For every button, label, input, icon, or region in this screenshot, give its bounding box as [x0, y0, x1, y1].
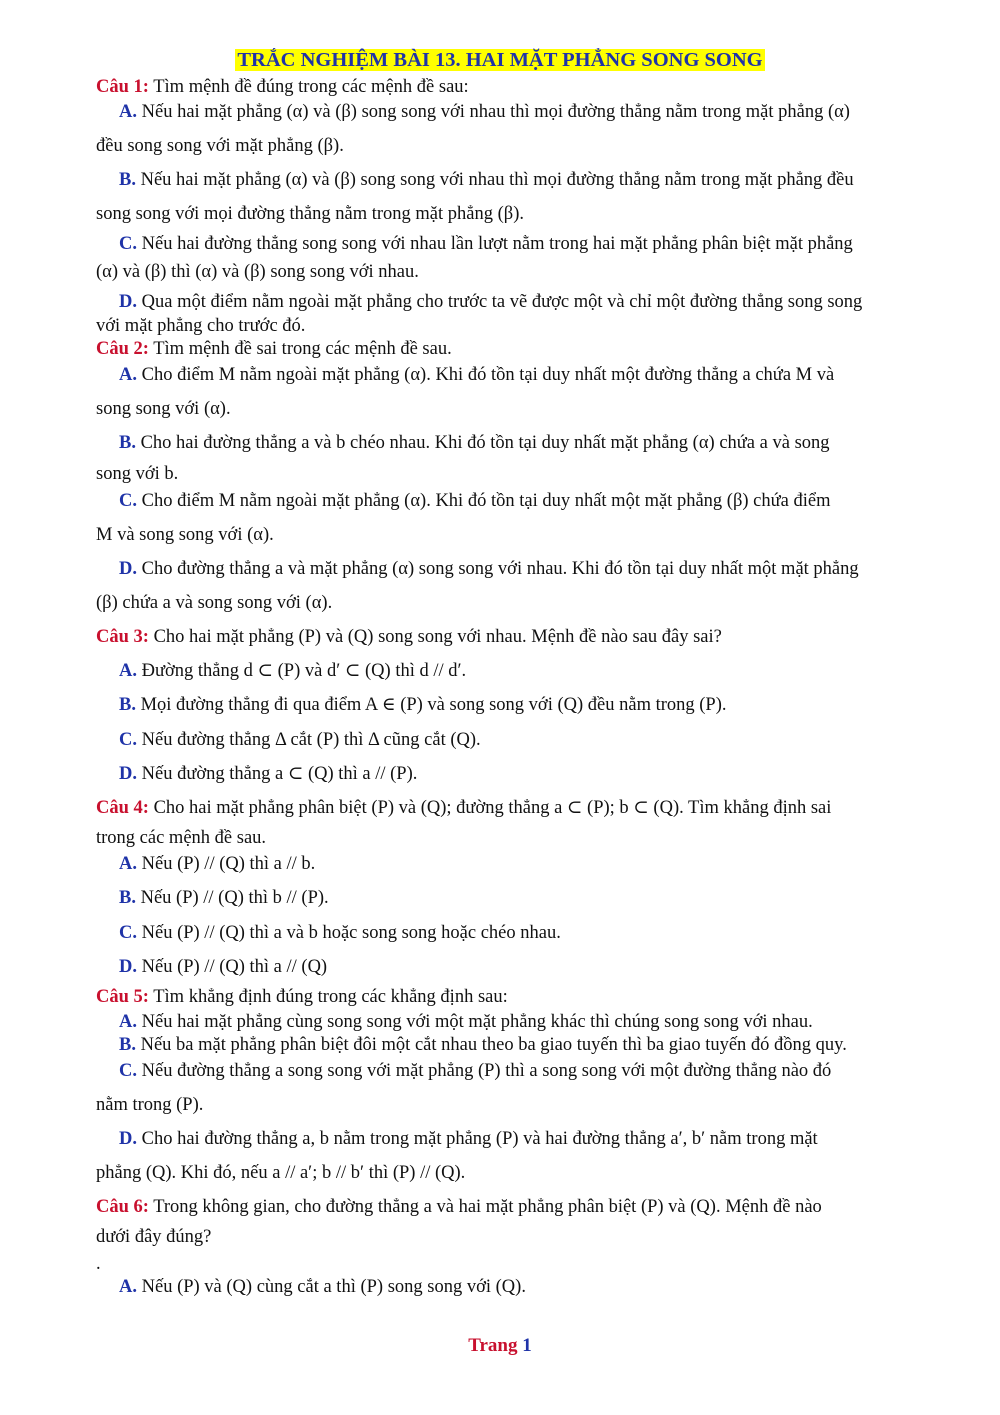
- option-label: C.: [119, 923, 137, 943]
- option-line: [119, 489, 830, 513]
- line-text: Cho đường thẳng a và mặt phẳng (α) song song với nhau. Khi đó tồn tại duy nhất một mặt phẳng: [141, 559, 859, 579]
- page-title: [0, 47, 1000, 73]
- option-line: [119, 886, 329, 910]
- text-line: [96, 134, 344, 158]
- text-line: [96, 1161, 465, 1185]
- line-text: Cho hai đường thẳng a và b chéo nhau. Khi đó tồn tại duy nhất mặt phẳng (α) chứa a và song: [140, 433, 830, 453]
- option-label: D.: [119, 764, 137, 784]
- footer-page-number: 1: [522, 1335, 532, 1356]
- line-text: (β) chứa a và song song với (α).: [96, 593, 333, 613]
- text-line: [96, 397, 231, 421]
- line-text: .: [96, 1254, 101, 1274]
- option-line: [119, 1010, 813, 1034]
- line-text: Tìm mệnh đề sai trong các mệnh đề sau.: [153, 339, 452, 359]
- text-line: [96, 523, 274, 547]
- line-text: trong các mệnh đề sau.: [96, 828, 267, 848]
- line-text: phẳng (Q). Khi đó, nếu a // a′; b // b′ thì (P) // (Q).: [96, 1163, 466, 1183]
- text-line: [96, 1252, 101, 1276]
- option-label: D.: [119, 1129, 137, 1149]
- option-line: [119, 100, 850, 124]
- line-text: Nếu hai mặt phẳng cùng song song với một mặt phẳng khác thì chúng song song với nhau.: [141, 1012, 813, 1032]
- line-text: (α) và (β) thì (α) và (β) song song với nhau.: [96, 262, 419, 282]
- option-label: A.: [119, 661, 137, 681]
- question-line: [96, 985, 508, 1009]
- line-text: Nếu (P) // (Q) thì b // (P).: [140, 888, 329, 908]
- line-text: Nếu đường thẳng a ⊂ (Q) thì a // (P).: [141, 764, 418, 784]
- option-label: C.: [119, 730, 137, 750]
- text-line: [96, 314, 305, 338]
- text-line: [96, 462, 178, 486]
- option-line: [119, 659, 466, 683]
- option-label: C.: [119, 234, 137, 254]
- option-label: A.: [119, 365, 137, 385]
- question-line: [96, 75, 469, 99]
- option-line: [119, 1275, 526, 1299]
- question-label: Câu 3:: [96, 627, 149, 647]
- option-line: [119, 762, 417, 786]
- option-label: A.: [119, 1277, 137, 1297]
- text-line: [96, 1093, 203, 1117]
- option-label: D.: [119, 559, 137, 579]
- option-label: C.: [119, 491, 137, 511]
- line-text: Nếu ba mặt phẳng phân biệt đôi một cắt nhau theo ba giao tuyến thì ba giao tuyến đó đồng quy.: [140, 1035, 847, 1055]
- option-line: [119, 232, 853, 256]
- line-text: Đường thẳng d ⊂ (P) và d′ ⊂ (Q) thì d // d′.: [141, 661, 467, 681]
- line-text: Tìm khẳng định đúng trong các khẳng định sau:: [153, 987, 508, 1007]
- question-label: Câu 5:: [96, 987, 149, 1007]
- line-text: Cho điểm M nằm ngoài mặt phẳng (α). Khi đó tồn tại duy nhất một mặt phẳng (β) chứa điểm: [141, 491, 831, 511]
- text-line: [96, 202, 524, 226]
- option-line: [119, 168, 854, 192]
- option-line: [119, 557, 859, 581]
- line-text: Trong không gian, cho đường thẳng a và hai mặt phẳng phân biệt (P) và (Q). Mệnh đề nào: [153, 1197, 822, 1217]
- option-label: C.: [119, 1061, 137, 1081]
- question-line: [96, 1195, 822, 1219]
- line-text: Mọi đường thẳng đi qua điểm A ∈ (P) và song song với (Q) đều nằm trong (P).: [140, 695, 727, 715]
- option-line: [119, 431, 830, 455]
- option-label: D.: [119, 957, 137, 977]
- footer-page-word: Trang: [468, 1335, 518, 1356]
- line-text: Cho hai mặt phẳng (P) và (Q) song song với nhau. Mệnh đề nào sau đây sai?: [153, 627, 722, 647]
- page-title-text: TRẮC NGHIỆM BÀI 13. HAI MẶT PHẲNG SONG SONG: [237, 49, 763, 71]
- line-text: song song với (α).: [96, 399, 231, 419]
- option-label: B.: [119, 695, 136, 715]
- option-line: [119, 955, 327, 979]
- line-text: Nếu đường thẳng a song song với mặt phẳng (P) thì a song song với một đường thẳng nào đó: [141, 1061, 832, 1081]
- line-text: Nếu (P) // (Q) thì a // (Q): [141, 957, 328, 977]
- option-line: [119, 728, 481, 752]
- option-line: [119, 1059, 831, 1083]
- option-label: A.: [119, 854, 137, 874]
- page-footer: [0, 1334, 1000, 1358]
- line-text: dưới đây đúng?: [96, 1227, 212, 1247]
- option-label: B.: [119, 170, 136, 190]
- option-label: A.: [119, 102, 137, 122]
- option-label: B.: [119, 433, 136, 453]
- line-text: song song với mọi đường thẳng nằm trong mặt phẳng (β).: [96, 204, 524, 224]
- line-text: song với b.: [96, 464, 179, 484]
- option-label: D.: [119, 292, 137, 312]
- line-text: Nếu (P) // (Q) thì a // b.: [141, 854, 316, 874]
- line-text: đều song song với mặt phẳng (β).: [96, 136, 344, 156]
- line-text: Tìm mệnh đề đúng trong các mệnh đề sau:: [153, 77, 469, 97]
- text-line: [96, 1225, 211, 1249]
- line-text: M và song song với (α).: [96, 525, 274, 545]
- line-text: Cho điểm M nằm ngoài mặt phẳng (α). Khi đó tồn tại duy nhất một đường thẳng a chứa M và: [141, 365, 835, 385]
- question-line: [96, 337, 452, 361]
- line-text: Cho hai mặt phẳng phân biệt (P) và (Q); đường thẳng a ⊂ (P); b ⊂ (Q). Tìm khẳng định sai: [153, 798, 832, 818]
- line-text: Nếu (P) và (Q) cùng cắt a thì (P) song song với (Q).: [141, 1277, 526, 1297]
- option-label: B.: [119, 888, 136, 908]
- text-line: [96, 591, 332, 615]
- line-text: Nếu hai mặt phẳng (α) và (β) song song với nhau thì mọi đường thẳng nằm trong mặt phẳng (α): [141, 102, 850, 122]
- question-label: Câu 2:: [96, 339, 149, 359]
- option-line: [119, 1033, 847, 1057]
- option-line: [119, 290, 862, 314]
- option-label: A.: [119, 1012, 137, 1032]
- line-text: nằm trong (P).: [96, 1095, 204, 1115]
- option-line: [119, 852, 315, 876]
- option-line: [119, 1127, 818, 1151]
- option-line: [119, 693, 727, 717]
- line-text: Nếu đường thẳng Δ cắt (P) thì Δ cũng cắt (Q).: [141, 730, 481, 750]
- line-text: với mặt phẳng cho trước đó.: [96, 316, 306, 336]
- line-text: Qua một điểm nằm ngoài mặt phẳng cho trước ta vẽ được một và chỉ một đường thẳng song song: [141, 292, 863, 312]
- question-label: Câu 4:: [96, 798, 149, 818]
- text-line: [96, 826, 266, 850]
- line-text: Nếu hai đường thẳng song song với nhau lần lượt nằm trong hai mặt phẳng phân biệt mặt phẳng: [141, 234, 853, 254]
- line-text: Nếu hai mặt phẳng (α) và (β) song song với nhau thì mọi đường thẳng nằm trong mặt phẳng đều: [140, 170, 854, 190]
- option-label: B.: [119, 1035, 136, 1055]
- text-line: [96, 260, 419, 284]
- line-text: Cho hai đường thẳng a, b nằm trong mặt phẳng (P) và hai đường thẳng a′, b′ nằm trong mặt: [141, 1129, 818, 1149]
- option-line: [119, 363, 834, 387]
- line-text: Nếu (P) // (Q) thì a và b hoặc song song hoặc chéo nhau.: [141, 923, 561, 943]
- question-label: Câu 1:: [96, 77, 149, 97]
- option-line: [119, 921, 561, 945]
- question-label: Câu 6:: [96, 1197, 149, 1217]
- question-line: [96, 625, 722, 649]
- question-line: [96, 796, 831, 820]
